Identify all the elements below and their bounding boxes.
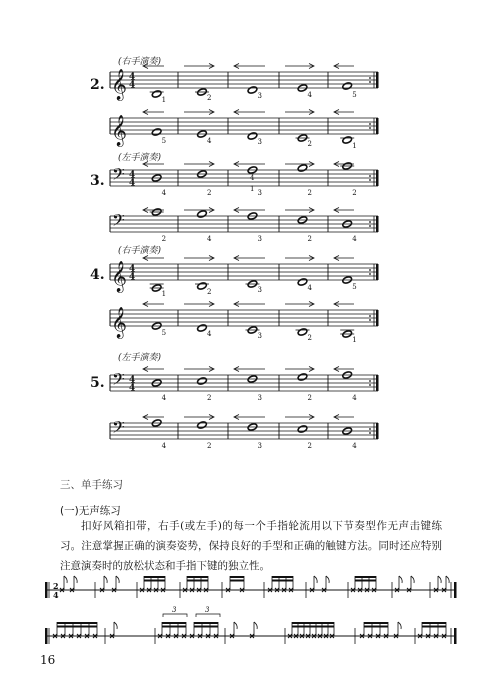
rhythm-beam [364, 626, 388, 628]
rhythm-flag [104, 576, 107, 583]
fingering-number: 4 [307, 284, 312, 292]
fingering-number: 3 [257, 189, 262, 197]
rhythm-flag [64, 576, 67, 583]
repeat-dot [369, 380, 371, 382]
whole-note [297, 425, 308, 433]
fingering-number: 2 [352, 189, 357, 197]
fingering-number: 1 [352, 142, 357, 150]
rhythm-start-bar [45, 582, 48, 598]
whole-note [247, 86, 258, 94]
rhythm-beam [162, 622, 186, 624]
rhythm-beam [57, 622, 97, 624]
whole-note [342, 82, 353, 90]
fingering-number: 4 [352, 442, 357, 450]
rhythm-flag [234, 622, 237, 629]
instruction-paragraph: 扣好风箱扣带，右手(或左手)的每一个手指轮流用以下节奏型作无声击键练习。注意掌握正确的演奏姿势，保持良好的手型和正确的触键方法。同时还应特别注意演奏时的放松状态和手指下键的独立性。 [60, 520, 442, 572]
rhythm-beam [422, 626, 446, 628]
rhythm-flag [411, 576, 414, 583]
time-signature-top: 4 [129, 375, 136, 386]
rhythm-beam [57, 626, 97, 628]
time-signature-top: 4 [129, 72, 136, 83]
fingering-number: 4 [352, 394, 357, 402]
rhythm-time-top: 2 [53, 581, 59, 591]
fingering-number: 2 [207, 189, 212, 197]
rhythm-flag [74, 576, 77, 583]
fingering-number: 2 [307, 394, 312, 402]
final-barline-thick [376, 170, 379, 186]
fingering-number: 4 [207, 235, 212, 243]
exercise-number: 4. [90, 267, 105, 283]
fingering-number: 3 [257, 332, 262, 340]
whole-note [197, 210, 208, 218]
triplet-number: 3 [172, 606, 177, 614]
rhythm-beam [292, 622, 334, 624]
bass-clef-icon: 𝄢 [112, 164, 125, 188]
fingering-number: 3 [257, 394, 262, 402]
repeat-dot [369, 175, 371, 177]
fingering-number: 1 [161, 96, 167, 104]
whole-note [247, 132, 258, 140]
final-barline-thick [376, 264, 379, 280]
rhythm-flag [399, 576, 402, 583]
rhythm-flag [114, 622, 117, 629]
final-barline-thick [376, 423, 379, 439]
time-signature-bottom: 4 [129, 80, 136, 91]
rhythm-flag [446, 576, 449, 583]
caption-right-hand: (右手演奏) [118, 246, 162, 256]
rhythm-beam [194, 626, 218, 628]
whole-note [297, 328, 308, 336]
rhythm-time-bottom: 4 [53, 590, 59, 600]
repeat-dot [369, 269, 371, 271]
triplet-number: 3 [205, 606, 210, 614]
rhythm-flag [314, 576, 317, 583]
fingering-number: 5 [161, 329, 167, 337]
fingering-number: 4 [161, 442, 167, 450]
repeat-dot [369, 225, 371, 227]
repeat-dot [369, 428, 371, 430]
fingering-number: 2 [307, 235, 312, 243]
treble-clef-icon: 𝄞 [111, 307, 127, 338]
final-barline-thick [376, 310, 379, 326]
rhythm-beam [272, 576, 293, 578]
rhythm-flag [326, 576, 329, 583]
rhythm-beam [364, 622, 388, 624]
rhythm-beam [144, 580, 165, 582]
whole-note [151, 128, 162, 136]
exercise-number: 2. [90, 77, 105, 93]
fingering-number: 5 [161, 137, 167, 145]
fingering-number: 3 [257, 286, 262, 294]
whole-note [197, 324, 208, 332]
rhythm-end-bar [454, 582, 457, 598]
fingering-number: 3 [257, 442, 262, 450]
rhythm-beam [272, 580, 293, 582]
rhythm-beam [292, 626, 334, 628]
treble-clef-icon: 𝄞 [111, 69, 127, 100]
repeat-dot [369, 315, 371, 317]
subsection-heading: (一)无声练习 [60, 505, 121, 517]
rhythm-flag [116, 576, 119, 583]
rhythm-beam [194, 622, 218, 624]
whole-note [151, 90, 162, 98]
fingering-number: 2 [207, 94, 212, 102]
rhythm-end-bar [454, 628, 457, 644]
fingering-number: 4 [250, 174, 255, 182]
fingering-number: 5 [352, 283, 357, 291]
page-number: 16 [40, 653, 56, 667]
final-barline-thick [376, 375, 379, 391]
bass-clef-icon: 𝄢 [112, 417, 125, 441]
whole-note [297, 278, 308, 286]
whole-note [297, 373, 308, 381]
fingering-number: 4 [307, 91, 312, 99]
exercise-number: 3. [90, 173, 105, 189]
time-signature-bottom: 4 [129, 178, 136, 189]
triplet-bracket [196, 614, 220, 617]
fingering-number: 1 [161, 290, 167, 298]
caption-left-hand: (左手演奏) [118, 353, 162, 363]
section-heading: 三、单手练习 [60, 479, 123, 491]
rhythm-beam [355, 576, 376, 578]
whole-note [197, 377, 208, 385]
rhythm-flag [398, 622, 401, 629]
rhythm-beam [144, 576, 165, 578]
repeat-dot [369, 77, 371, 79]
repeat-dot [369, 432, 371, 434]
repeat-dot [369, 179, 371, 181]
rhythm-start-bar [45, 628, 48, 644]
fingering-number: 4 [161, 189, 167, 197]
triplet-bracket [163, 614, 187, 617]
fingering-number: 2 [307, 140, 312, 148]
rhythm-beam [162, 626, 186, 628]
caption-right-hand: (右手演奏) [118, 57, 162, 67]
treble-clef-icon: 𝄞 [111, 261, 127, 292]
fingering-number: 2 [207, 394, 212, 402]
rhythm-beam [230, 580, 244, 582]
rhythm-beam [422, 622, 446, 624]
whole-note [297, 164, 308, 172]
fingering-number: 5 [352, 91, 357, 99]
fingering-number: 4 [161, 394, 167, 402]
caption-left-hand: (左手演奏) [118, 153, 162, 163]
fingering-number: 2 [307, 442, 312, 450]
whole-note [342, 136, 353, 144]
exercise-number: 5. [90, 375, 105, 391]
final-barline-thick [376, 118, 379, 134]
fingering-number: 1 [250, 185, 255, 193]
fingering-number: 1 [352, 336, 357, 344]
treble-clef-icon: 𝄞 [111, 115, 127, 146]
repeat-dot [369, 127, 371, 129]
rhythm-beam [355, 580, 376, 582]
bass-clef-icon: 𝄢 [112, 210, 125, 234]
fingering-number: 2 [207, 442, 212, 450]
rhythm-beam [187, 576, 208, 578]
time-signature-top: 4 [129, 264, 136, 275]
fingering-number: 2 [161, 235, 167, 243]
whole-note [197, 421, 208, 429]
fingering-number: 3 [257, 92, 262, 100]
time-signature-top: 4 [129, 170, 136, 181]
repeat-dot [369, 81, 371, 83]
repeat-dot [369, 319, 371, 321]
final-barline-thick [376, 72, 379, 88]
fingering-number: 3 [257, 138, 262, 146]
fingering-number: 2 [207, 288, 212, 296]
fingering-number: 4 [207, 330, 212, 338]
fingering-number: 4 [352, 235, 357, 243]
final-barline-thick [376, 216, 379, 232]
rhythm-flag [254, 622, 257, 629]
fingering-number: 2 [307, 189, 312, 197]
rhythm-flag [438, 576, 441, 583]
fingering-number: 3 [257, 235, 262, 243]
rhythm-beam [187, 580, 208, 582]
fingering-number: 4 [207, 137, 212, 145]
time-signature-bottom: 4 [129, 383, 136, 394]
repeat-dot [369, 273, 371, 275]
rhythm-beam [230, 576, 244, 578]
fingering-number: 2 [307, 334, 312, 342]
time-signature-bottom: 4 [129, 272, 136, 283]
repeat-dot [369, 123, 371, 125]
whole-note [197, 282, 208, 290]
repeat-dot [369, 221, 371, 223]
bass-clef-icon: 𝄢 [112, 369, 125, 393]
repeat-dot [369, 384, 371, 386]
